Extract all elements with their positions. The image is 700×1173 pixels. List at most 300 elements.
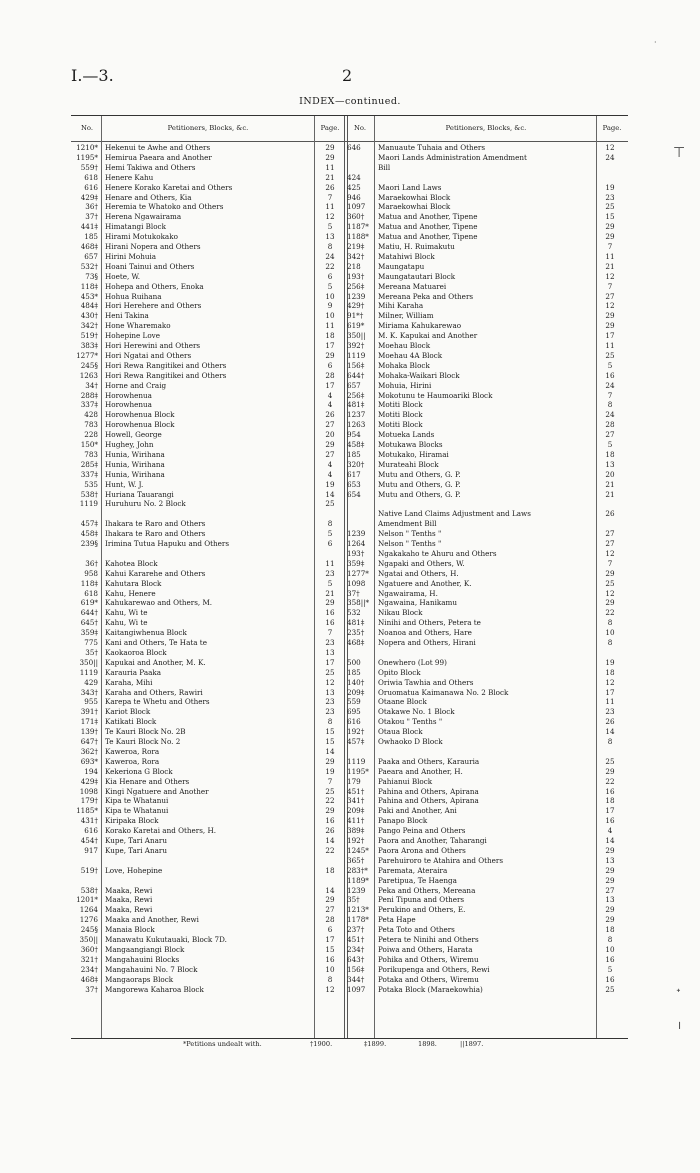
entry-page: 27 — [605, 539, 615, 548]
index-row — [71, 895, 628, 904]
entry-number: 37† — [85, 984, 98, 994]
entry-page: 17 — [325, 380, 335, 390]
index-row — [71, 866, 628, 875]
entry-page: 17 — [605, 331, 615, 341]
entry-page: 29 — [605, 311, 615, 321]
entry-number: 1097 — [347, 984, 366, 994]
entry-name: Maaka and Another, Rewi — [105, 915, 199, 925]
index-row — [71, 529, 628, 538]
entry-name: Noanoa and Others, Hare — [378, 628, 472, 638]
entry-name: Pahianui Block — [378, 776, 433, 786]
entry-page: 19 — [325, 766, 335, 776]
entry-page: 16 — [325, 608, 335, 618]
entry-page: 24 — [605, 380, 615, 390]
entry-name: Hohua Ruihana — [105, 291, 162, 301]
entry-name: Ihakara te Raro and Others — [105, 529, 206, 539]
entry-name: Paeara and Another, H. — [378, 766, 463, 776]
entry-name: Mokotunu te Haumoariki Block — [378, 390, 493, 400]
index-row — [71, 272, 628, 281]
entry-page: 10 — [605, 628, 615, 638]
entry-number: 35† — [85, 647, 98, 657]
entry-name: Love, Hohepine — [105, 865, 163, 875]
entry-page: 27 — [605, 885, 615, 895]
index-row — [71, 747, 628, 756]
entry-number: 451† — [347, 935, 365, 944]
entry-name: Kaokaoroa Block — [105, 647, 167, 657]
entry-page: 14 — [325, 885, 335, 895]
entry-page: 18 — [605, 796, 615, 806]
entry-page: 12 — [325, 677, 335, 687]
footnote-1897: ||1897. — [460, 1040, 484, 1048]
entry-page: 23 — [325, 707, 335, 717]
entry-page: 29 — [325, 756, 335, 766]
entry-page: 16 — [605, 954, 615, 964]
entry-name: Porikupenga and Others, Rewi — [378, 964, 490, 974]
entry-number: 646 — [347, 143, 361, 152]
entry-name: Manuaute Tuhaia and Others — [378, 143, 486, 152]
entry-page: 7 — [327, 776, 333, 786]
entry-page: 5 — [327, 281, 333, 291]
index-row — [71, 886, 628, 895]
entry-page: 29 — [605, 845, 615, 855]
index-row — [71, 796, 628, 805]
entry-page: 12 — [605, 588, 615, 598]
index-row — [71, 311, 628, 320]
entry-name: Paretipua, Te Haenga — [378, 875, 457, 885]
entry-number: 429† — [347, 301, 365, 311]
entry-name: Kapukai and Another, M. K. — [105, 657, 206, 667]
entry-page: 16 — [605, 974, 615, 984]
entry-name: Irimina Tutua Hapuku and Others — [105, 539, 230, 548]
entry-number: 519† — [80, 331, 98, 341]
entry-number: 1178* — [347, 915, 369, 925]
entry-page: 12 — [605, 677, 615, 687]
index-row — [71, 212, 628, 221]
entry-number: 192† — [347, 836, 365, 845]
entry-page: 12 — [605, 301, 615, 311]
entry-page: 20 — [605, 469, 615, 479]
col-head-page-right: Page. — [602, 124, 622, 132]
entry-page: 21 — [605, 479, 615, 489]
entry-name: Kahui Kararehe and Others — [105, 568, 206, 578]
entry-page: 13 — [325, 687, 335, 697]
index-row — [71, 262, 628, 271]
entry-name: Karauria Paaka — [105, 667, 162, 677]
entry-name: Nelson " Tenths " — [378, 529, 442, 539]
entry-name: Katikati Block — [105, 717, 157, 727]
entry-number: 616 — [84, 826, 98, 836]
entry-number: 179† — [80, 796, 98, 806]
index-row — [71, 480, 628, 489]
index-row — [71, 153, 628, 162]
entry-name: Matiu, H. Ruimakutu — [378, 242, 455, 251]
entry-page: 17 — [325, 341, 335, 350]
entry-page: 29 — [325, 350, 335, 360]
entry-name: Horne and Craig — [105, 380, 167, 390]
entry-page: 29 — [325, 143, 335, 152]
entry-page: 5 — [607, 964, 613, 974]
entry-number: 118‡ — [80, 578, 98, 588]
entry-name: Hughey, John — [105, 440, 154, 449]
margin-mark-icon: ╵ — [676, 1022, 684, 1036]
entry-number: 500 — [347, 657, 361, 667]
entry-page: 29 — [325, 152, 335, 162]
entry-number: 644† — [80, 608, 98, 618]
entry-page: 4 — [327, 469, 333, 479]
entry-name: Parehuiroro te Atahira and Others — [378, 855, 504, 865]
entry-name: Motiti Block — [378, 420, 423, 430]
entry-number: 1276 — [79, 915, 98, 925]
entry-name: Himatangi Block — [105, 222, 166, 232]
col-head-page: Page. — [320, 124, 340, 132]
entry-number: 618 — [84, 588, 98, 598]
entry-name: Hori Herewini and Others — [105, 341, 201, 350]
entry-name: Horowhenua — [105, 400, 152, 410]
entry-page: 8 — [607, 638, 613, 647]
entry-number: 657 — [347, 380, 361, 390]
entry-name: Ninihi and Others, Petera te — [378, 618, 481, 628]
entry-number: 1098 — [347, 578, 366, 588]
index-row — [71, 727, 628, 736]
index-row — [71, 876, 628, 885]
entry-name: Mihi Karaha — [378, 301, 424, 311]
entry-number: 425 — [347, 182, 361, 192]
entry-page: 29 — [605, 875, 615, 885]
entry-name: Matua and Another, Tipene — [378, 212, 478, 222]
entry-page: 27 — [605, 529, 615, 539]
entry-name: Maaka, Rewi — [105, 895, 153, 905]
entry-name: Maori Land Laws — [378, 182, 442, 192]
entry-number: 1277* — [347, 568, 369, 578]
index-row — [71, 173, 628, 182]
entry-page: 26 — [325, 182, 335, 192]
entry-page: 25 — [325, 499, 335, 509]
entry-name: Pahina and Others, Apirana — [378, 796, 479, 806]
entry-number: 359‡ — [347, 558, 365, 568]
index-row — [71, 301, 628, 310]
entry-name: Mereana Peka and Others — [378, 291, 474, 301]
index-row — [71, 351, 628, 360]
entry-page: 29 — [325, 598, 335, 608]
entry-name: Peni Tipuna and Others — [378, 895, 465, 905]
entry-page: 4 — [327, 390, 333, 400]
entry-page: 29 — [605, 766, 615, 776]
entry-number: 343† — [80, 687, 98, 697]
entry-number: 955 — [84, 697, 98, 707]
entry-name: Motukako, Hiramai — [378, 449, 449, 459]
index-row — [71, 400, 628, 409]
entry-page: 25 — [605, 578, 615, 588]
entry-number: 644† — [347, 370, 365, 380]
index-row — [71, 410, 628, 419]
entry-number: 192† — [347, 727, 365, 737]
entry-name: Nelson " Tenths " — [378, 539, 442, 548]
entry-number: 1119 — [347, 350, 366, 360]
entry-number: 431† — [80, 816, 98, 826]
entry-page: 18 — [325, 865, 335, 875]
entry-page: 29 — [325, 895, 335, 905]
entry-name: Motueka Lands — [378, 430, 435, 440]
entry-page: 5 — [607, 360, 613, 370]
index-row — [71, 589, 628, 598]
entry-number: 358||* — [347, 598, 370, 608]
entry-name: Kupe, Tari Anaru — [105, 845, 167, 855]
entry-number: 1097 — [347, 202, 366, 212]
index-row — [71, 242, 628, 251]
entry-page: 13 — [325, 232, 335, 242]
entry-page: 29 — [605, 905, 615, 915]
entry-name: Potaka Block (Maraekowhia) — [378, 984, 483, 994]
entry-name: Matua and Another, Tipene — [378, 222, 478, 232]
entry-name: Hohepa and Others, Enoka — [105, 281, 204, 291]
index-row — [71, 618, 628, 627]
col-head-no: No. — [80, 124, 94, 132]
entry-name: Panapo Block — [378, 816, 428, 826]
entry-number: 1239 — [347, 291, 366, 301]
index-row — [71, 490, 628, 499]
entry-page: 19 — [605, 657, 615, 667]
entry-name: Paora and Another, Taharangi — [378, 836, 487, 845]
entry-number: 320† — [347, 459, 365, 469]
entry-page: 25 — [605, 202, 615, 212]
entry-name: Motukawa Blocks — [378, 440, 443, 449]
entry-page: 18 — [605, 449, 615, 459]
entry-number: 341† — [347, 796, 365, 806]
entry-page: 16 — [325, 954, 335, 964]
entry-name: Kipa te Whatanui — [105, 806, 169, 816]
entry-number: 34† — [85, 380, 98, 390]
entry-page: 26 — [325, 410, 335, 420]
index-row — [71, 668, 628, 677]
entry-number: 350|| — [347, 331, 366, 341]
entry-name: Hunia, Wirihana — [105, 449, 165, 459]
entry-name: Mohuia, Hirini — [378, 380, 432, 390]
entry-number: 458‡ — [80, 529, 98, 539]
entry-page: 7 — [327, 628, 333, 638]
index-row — [71, 925, 628, 934]
index-row — [71, 856, 628, 865]
entry-number: 150* — [80, 440, 98, 449]
index-row — [71, 559, 628, 568]
entry-number: 647† — [80, 737, 98, 746]
index-row — [71, 539, 628, 548]
entry-number: 118‡ — [80, 281, 98, 291]
entry-name: M. K. Kapukai and Another — [378, 331, 478, 341]
entry-page: 5 — [327, 529, 333, 539]
entry-page: 29 — [605, 568, 615, 578]
entry-number: 1263 — [79, 370, 98, 380]
entry-name: Hori Rewa Rangitikei and Others — [105, 370, 227, 380]
footnote-undealt: *Petitions undealt with. — [183, 1040, 262, 1048]
col-head-petitioners-right: Petitioners, Blocks, &c. — [445, 124, 527, 132]
entry-number: 194 — [84, 766, 98, 776]
entry-page: 16 — [605, 816, 615, 826]
entry-name: Kekeriona G Block — [105, 766, 173, 776]
entry-number: 389‡ — [347, 826, 365, 836]
entry-page: 27 — [325, 905, 335, 915]
entry-page: 27 — [325, 420, 335, 430]
entry-page: 29 — [325, 440, 335, 449]
entry-number: 429‡ — [80, 192, 98, 202]
entry-name: Peta Toto and Others — [378, 925, 455, 935]
entry-number: 616 — [84, 182, 98, 192]
entry-number: 1213* — [347, 905, 369, 915]
entry-page: 17 — [605, 687, 615, 697]
entry-number: 783 — [84, 449, 98, 459]
entry-name: Kaweroa, Rora — [105, 746, 160, 756]
entry-page: 14 — [325, 746, 335, 756]
entry-number: 156‡ — [347, 360, 365, 370]
index-row — [71, 331, 628, 340]
entry-name: Onewhero (Lot 99) — [378, 657, 447, 667]
entry-page: 11 — [325, 202, 335, 212]
entry-page: 12 — [605, 548, 615, 558]
index-row — [71, 648, 628, 657]
page-number: 2 — [342, 66, 353, 85]
entry-page: 16 — [605, 370, 615, 380]
entry-number: 1188* — [347, 232, 369, 242]
index-row — [71, 232, 628, 241]
index-row — [71, 985, 628, 994]
entry-number: 535 — [84, 479, 98, 489]
entry-number: 1119 — [79, 667, 98, 677]
footnote-1899: ‡1899. — [364, 1040, 387, 1048]
entry-page: 11 — [325, 162, 335, 172]
entry-page: 6 — [327, 360, 333, 370]
entry-page: 13 — [325, 647, 335, 657]
index-row — [71, 707, 628, 716]
entry-name: Potaka and Others, Wiremu — [378, 974, 479, 984]
entry-name: Kahu, Wi te — [105, 618, 148, 628]
entry-number: 234† — [347, 944, 365, 954]
entry-number: 1195* — [76, 152, 98, 162]
margin-mark-icon: ⊤ — [673, 145, 686, 161]
entry-name: Motiti Block — [378, 400, 423, 410]
entry-page: 8 — [327, 519, 333, 529]
entry-name: Ngakakaho te Ahuru and Others — [378, 548, 497, 558]
entry-name: Pohika and Others, Wiremu — [378, 954, 479, 964]
entry-number: 1187* — [347, 222, 369, 232]
index-row — [71, 282, 628, 291]
index-row — [71, 143, 628, 152]
entry-number: 453* — [80, 291, 98, 301]
entry-number: 532† — [80, 261, 98, 271]
index-row — [71, 678, 628, 687]
entry-name: Moehau Block — [378, 341, 431, 350]
entry-number: 185 — [347, 667, 361, 677]
entry-name: Mangaangiangi Block — [105, 944, 185, 954]
entry-name: Manaia Block — [105, 925, 155, 935]
entry-name: Hekenui te Awhe and Others — [105, 143, 211, 152]
entry-number: 156‡ — [347, 964, 365, 974]
entry-page: 29 — [325, 806, 335, 816]
entry-number: 619* — [347, 321, 365, 331]
entry-name: Maaka, Rewi — [105, 885, 153, 895]
entry-name: Moehau 4A Block — [378, 350, 443, 360]
entry-name: Native Land Claims Adjustment and Laws — [378, 509, 531, 519]
entry-page: 8 — [607, 618, 613, 628]
index-row — [71, 569, 628, 578]
entry-page: 24 — [605, 410, 615, 420]
entry-page: 23 — [325, 697, 335, 707]
entry-number: 1277* — [76, 350, 98, 360]
index-row — [71, 915, 628, 924]
entry-number: 468‡ — [80, 242, 98, 251]
entry-page: 13 — [605, 459, 615, 469]
index-subtitle: INDEX—continued. — [299, 96, 401, 107]
index-table — [71, 115, 628, 1039]
entry-page: 7 — [607, 281, 613, 291]
entry-number: 619* — [80, 598, 98, 608]
index-row — [71, 787, 628, 796]
entry-number: 342† — [80, 321, 98, 331]
index-row — [71, 341, 628, 350]
entry-number: 481‡ — [347, 618, 365, 628]
index-row — [71, 391, 628, 400]
entry-page: 6 — [327, 271, 333, 281]
index-row — [71, 697, 628, 706]
entry-number: 1237 — [347, 410, 366, 420]
entry-number: 219‡ — [347, 242, 365, 251]
entry-name: Paora Arona and Others — [378, 845, 466, 855]
entry-name: Otakou " Tenths " — [378, 717, 443, 727]
entry-number: 256‡ — [347, 281, 365, 291]
entry-number: 36† — [85, 202, 98, 212]
index-row — [71, 430, 628, 439]
entry-number: 237† — [347, 925, 365, 935]
entry-page: 8 — [607, 737, 613, 746]
entry-name: Peka and Others, Mereana — [378, 885, 476, 895]
entry-number: 1264 — [79, 905, 98, 915]
entry-number: 256‡ — [347, 390, 365, 400]
entry-number: 538† — [80, 885, 98, 895]
entry-page: 25 — [325, 786, 335, 796]
entry-number: 365† — [347, 855, 365, 865]
entry-name: Huruhuru No. 2 Block — [105, 499, 186, 509]
entry-name: Hirini Mohuia — [105, 251, 157, 261]
entry-page: 17 — [325, 935, 335, 944]
index-row — [71, 549, 628, 558]
entry-number: 645† — [80, 618, 98, 628]
entry-page: 19 — [325, 479, 335, 489]
index-row — [71, 688, 628, 697]
entry-page: 17 — [325, 657, 335, 667]
entry-name: Karaha and Others, Rawiri — [105, 687, 203, 697]
entry-name: Peta Hape — [378, 915, 416, 925]
entry-name: Kahutara Block — [105, 578, 162, 588]
entry-name: Mohaka-Waikari Block — [378, 370, 460, 380]
entry-name: Maraekowhai Block — [378, 202, 451, 212]
entry-page: 22 — [325, 796, 335, 806]
entry-page: 11 — [605, 251, 615, 261]
entry-page: 22 — [325, 261, 335, 271]
entry-page: 19 — [605, 182, 615, 192]
entry-number: 350|| — [79, 657, 98, 667]
entry-name: Matua and Another, Tipene — [378, 232, 478, 242]
entry-page: 16 — [325, 618, 335, 628]
index-row — [71, 717, 628, 726]
entry-page: 29 — [605, 915, 615, 925]
entry-number: 209‡ — [347, 806, 365, 816]
entry-page: 14 — [605, 727, 615, 737]
entry-name: Hemirua Paeara and Another — [105, 152, 212, 162]
entry-name: Te Kauri Block No. 2 — [105, 737, 181, 746]
entry-name: Karaha, Mihi — [105, 677, 153, 687]
entry-page: 21 — [325, 588, 335, 598]
entry-name: Hunia, Wirihana — [105, 459, 165, 469]
entry-number: 468‡ — [80, 974, 98, 984]
entry-name: Ngawairama, H. — [378, 588, 438, 598]
